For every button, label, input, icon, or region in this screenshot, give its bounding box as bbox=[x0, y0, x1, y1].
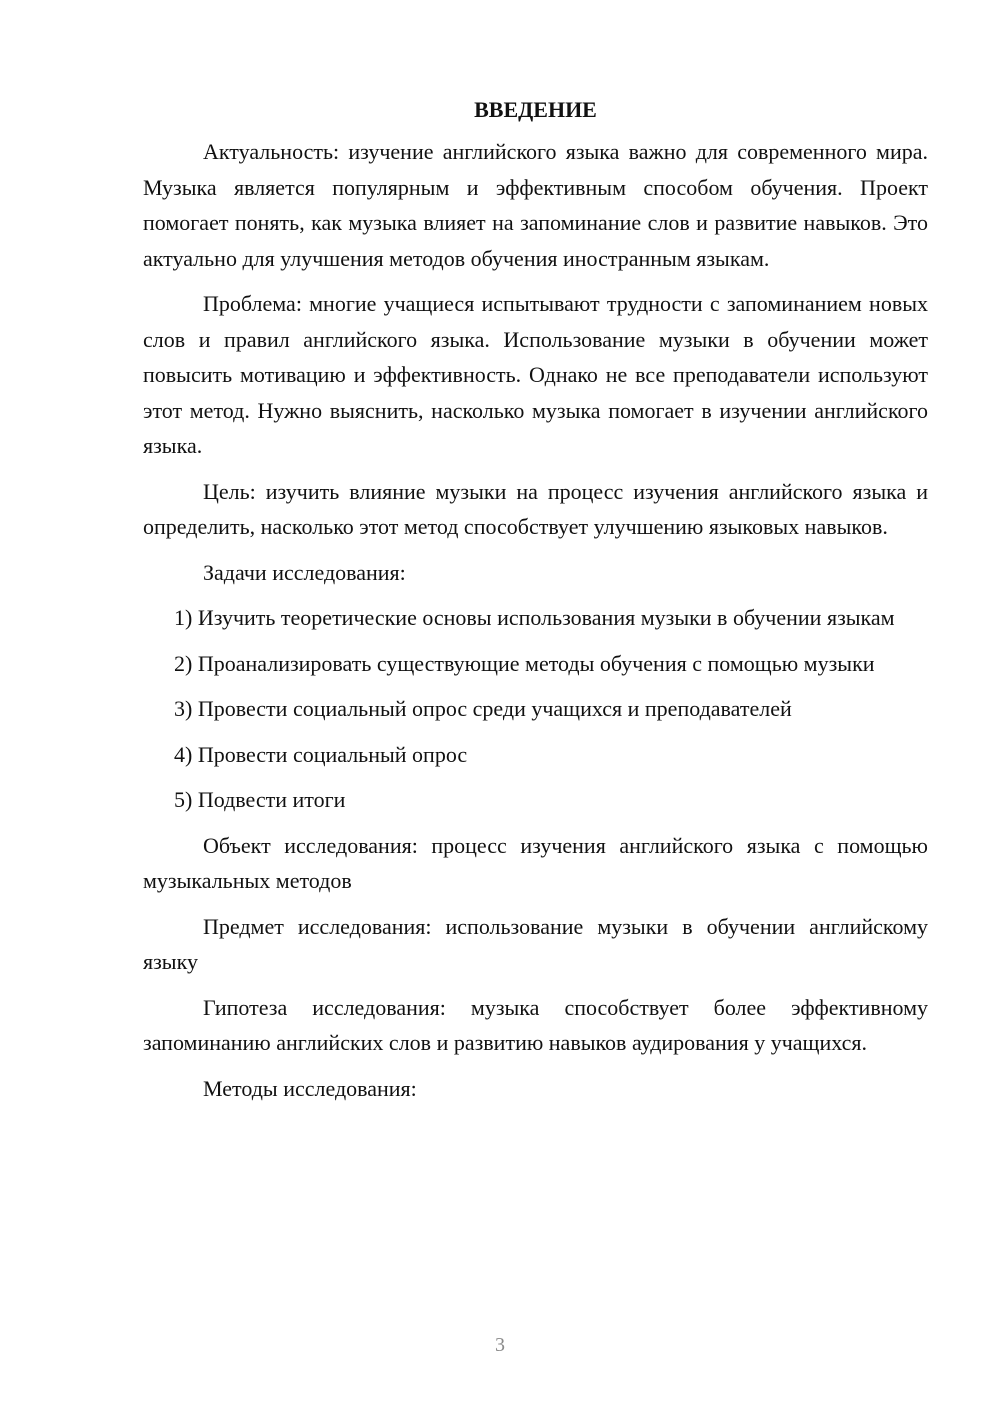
task-item-4: 4) Провести социальный опрос bbox=[174, 741, 468, 767]
task-item-3: 3) Провести социальный опрос среди учащихся и преподавателей bbox=[174, 696, 792, 721]
task-item-5: 5) Подвести итоги bbox=[174, 787, 346, 812]
task-item-1: 1) Изучить теоретические основы использования музыки в обучении языкам bbox=[174, 605, 895, 630]
task-item-2: 2) Проанализировать существующие методы обучения с помощью музыки bbox=[174, 650, 875, 676]
document-page bbox=[143, 92, 928, 1116]
page-title: ВВЕДЕНИЕ bbox=[474, 97, 597, 122]
paragraph-methods: Методы исследования: bbox=[203, 1075, 417, 1101]
paragraph-tasks-heading: Задачи исследования: bbox=[203, 559, 406, 585]
paragraph-subject: Предмет исследования: использование музыки в обучении английскому языку bbox=[143, 913, 928, 974]
page-number: 3 bbox=[495, 1334, 505, 1356]
paragraph-object: Объект исследования: процесс изучения английского языка с помощью музыкальных методов bbox=[143, 832, 928, 893]
paragraph-goal: Цель: изучить влияние музыки на процесс изучения английского языка и определить, насколько этот метод способствует улучшению языковых навыков. bbox=[143, 478, 928, 539]
paragraph-relevance: Актуальность: изучение английского языка важно для современного мира. Музыка является популярным и эффективным способом обучения. Проект помогает понять, как музыка влияет на запоминание слов и развитие навыков. Это актуально для улучшения методов обучения иностранным языкам. bbox=[143, 139, 928, 271]
paragraph-hypothesis: Гипотеза исследования: музыка способствует более эффективному запоминанию английских слов и развитию навыков аудирования у учащихся. bbox=[143, 994, 928, 1055]
paragraph-problem: Проблема: многие учащиеся испытывают трудности с запоминанием новых слов и правил английского языка. Использование музыки в обучении может повысить мотивацию и эффективность. Однако не все преподаватели используют этот метод. Нужно выяснить, насколько музыка помогает в изучении английского языка. bbox=[143, 291, 928, 458]
